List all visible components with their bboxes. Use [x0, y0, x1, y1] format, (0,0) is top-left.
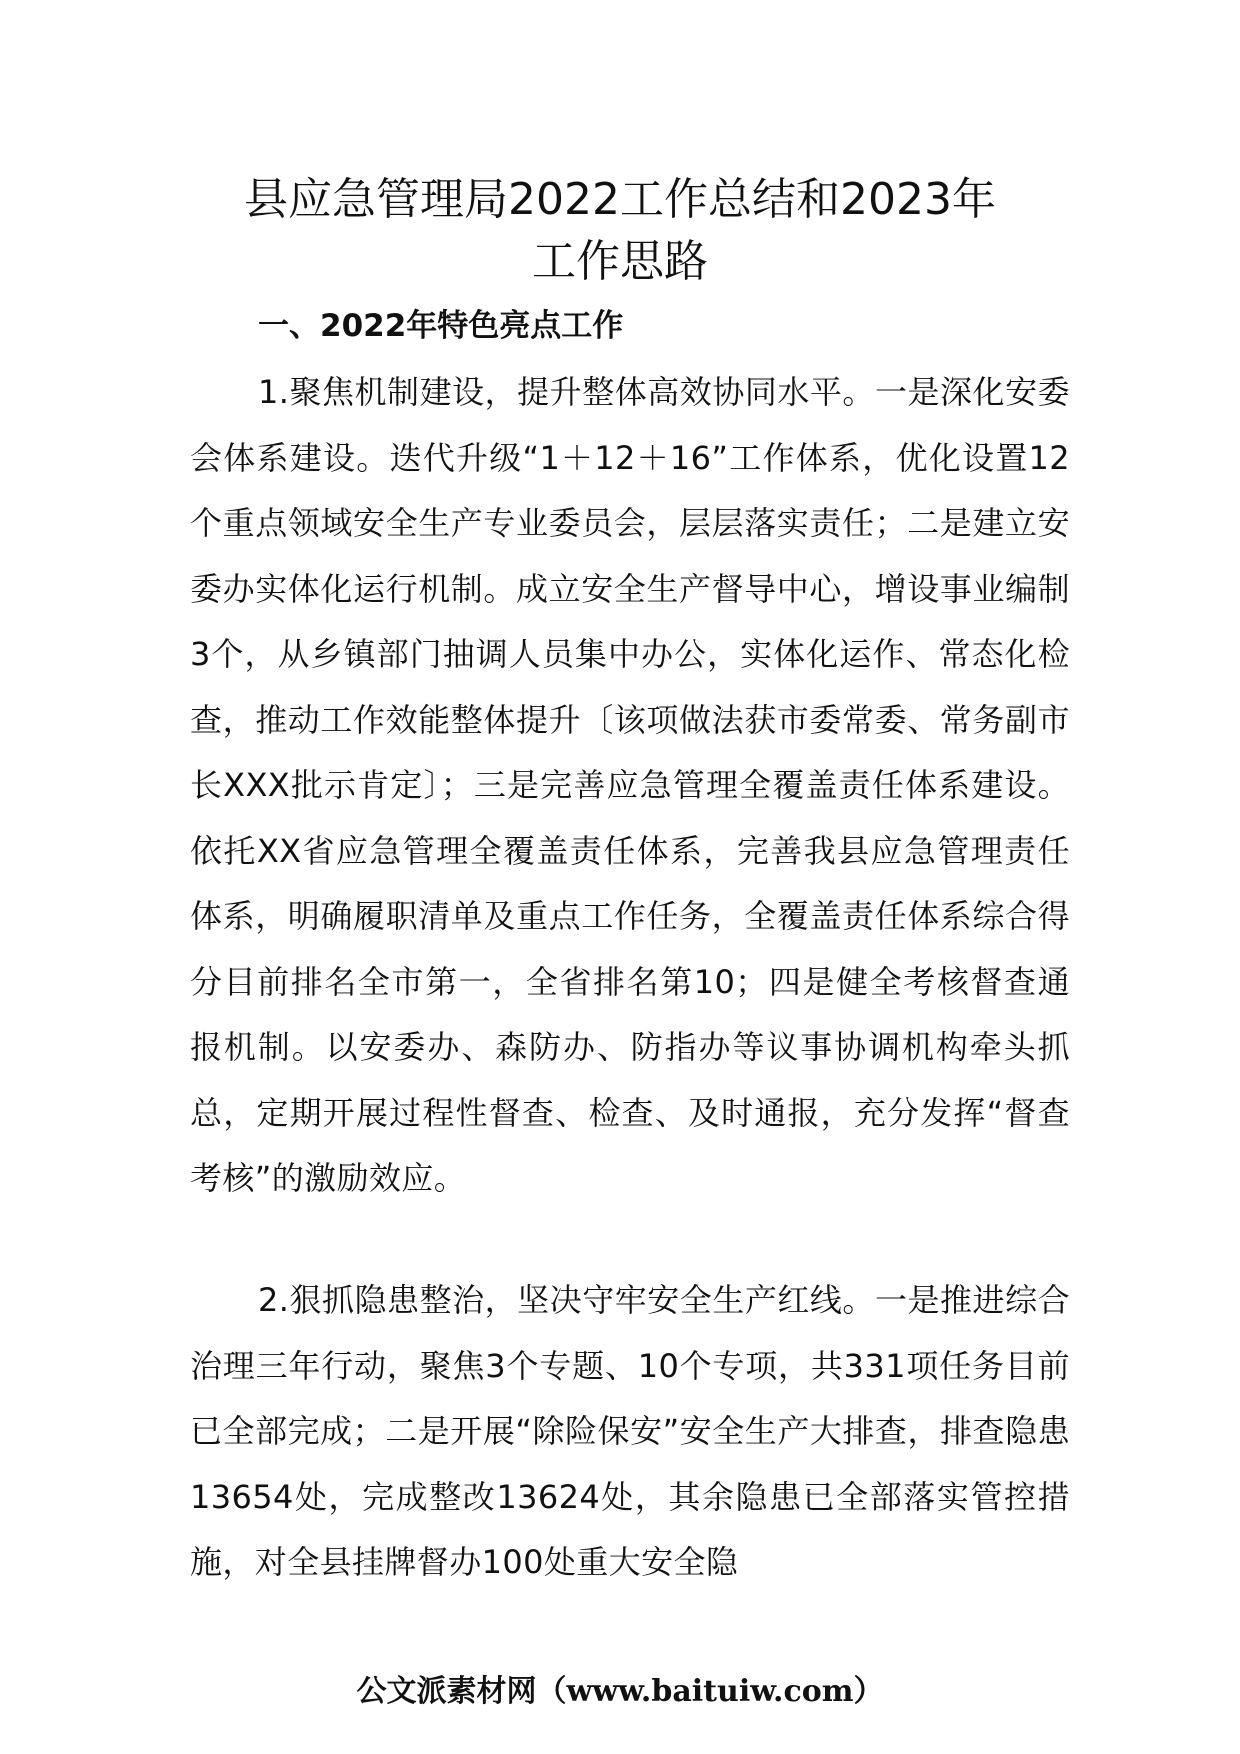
body-paragraph-1: 1.聚焦机制建设，提升整体高效协同水平。一是深化安委会体系建设。迭代升级“1＋12＋16”工作体系，优化设置12个重点领域安全生产专业委员会，层层落实责任；二是建立安委办实体化运行机制。成立安全生产督导中心，增设事业编制3个，从乡镇部门抽调人员集中办公，实体化运作、常态化检查，推动工作效能整体提升〔该项做法获市委常委、常务副市长XXX批示肯定〕；三是完善应急管理全覆盖责任体系建设。依托XX省应急管理全覆盖责任体系，完善我县应急管理责任体系，明确履职清单及重点工作任务，全覆盖责任体系综合得分目前排名全市第一，全省排名第10；四是健全考核督查通报机制。以安委办、森防办、防指办等议事协调机构牵头抓总，定期开展过程性督查、检查、及时通报，充分发挥“督查考核”的激励效应。	[190, 373, 1070, 1197]
body-paragraph-2: 2.狠抓隐患整治，坚决守牢安全生产红线。一是推进综合治理三年行动，聚焦3个专题、10个专项，共331项任务目前已全部完成；二是开展“除险保安”安全生产大排查，排查隐患13654处，完成整改13624处，其余隐患已全部落实管控措施，对全县挂牌督办100处重大安全隐	[190, 1281, 1070, 1581]
footer-watermark-text: 公文派素材网（www.baituiw.com）	[356, 1674, 884, 1709]
document-title-line-2: 工作思路	[532, 236, 708, 287]
section-heading: 一、2022年特色亮点工作	[258, 308, 624, 344]
document-title-line-1: 县应急管理局2022工作总结和2023年	[244, 174, 996, 225]
